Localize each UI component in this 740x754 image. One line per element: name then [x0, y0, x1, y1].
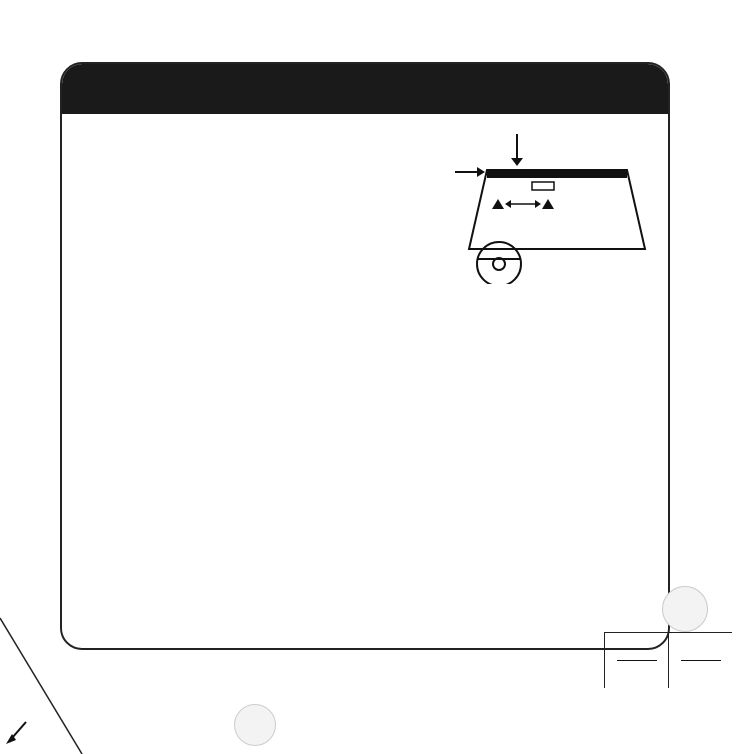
dez-box-1	[604, 632, 668, 688]
punch-hole-day	[662, 586, 708, 632]
dez-2-divider	[681, 660, 721, 661]
peel-off-corner[interactable]	[0, 610, 90, 754]
dez-1-divider	[617, 660, 657, 661]
vignette-panel	[60, 62, 670, 650]
windscreen-diagram-icon	[447, 134, 647, 284]
dez-box-2	[668, 632, 732, 688]
title-bar	[62, 64, 668, 114]
punch-hole-month	[234, 704, 276, 746]
